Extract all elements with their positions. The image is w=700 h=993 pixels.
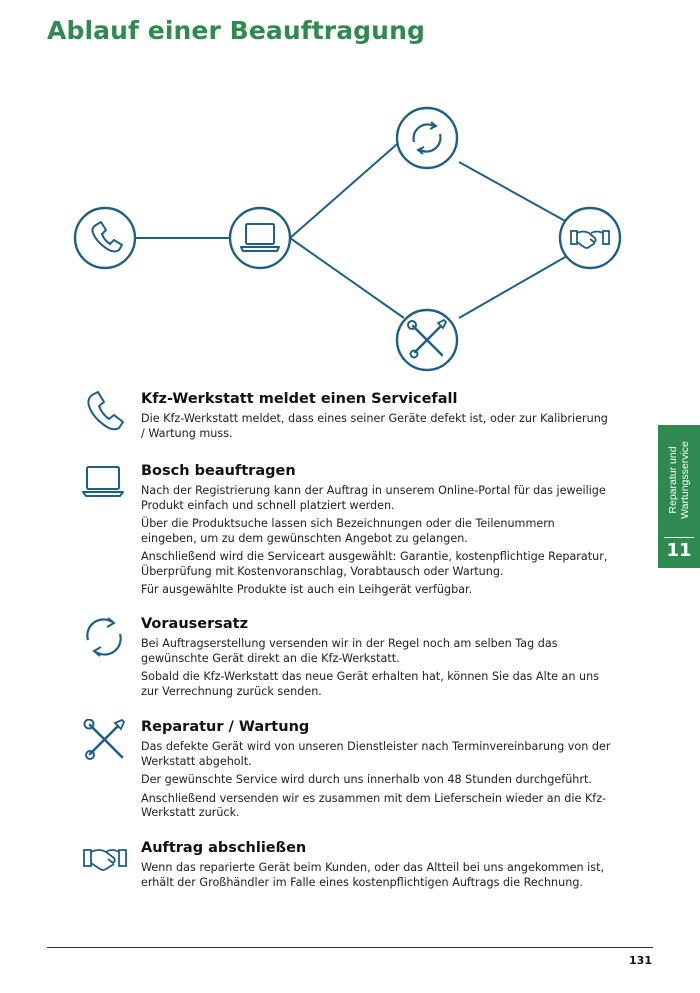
connector-line <box>290 138 404 238</box>
refresh-icon <box>82 616 126 658</box>
step-paragraph: Für ausgewählte Produkte ist auch ein Leihgerät verfügbar. <box>141 583 473 596</box>
step-paragraph: Über die Produktsuche lassen sich Bezeichnungen oder die Teilenummern eingeben, um zu dem gewünschten Angebot zu gelangen. <box>141 517 555 545</box>
connector-line <box>290 238 404 318</box>
step-heading: Reparatur / Wartung <box>141 719 310 735</box>
step-paragraph: Die Kfz-Werkstatt meldet, dass eines seiner Geräte defekt ist, oder zur Kalibrierung / Wartung muss. <box>141 412 608 440</box>
process-flow-diagram <box>0 0 700 380</box>
chapter-tab-label: Reparatur und Wartungsservice <box>667 441 691 519</box>
handshake-icon <box>560 208 620 268</box>
chapter-number: 11 <box>666 540 692 561</box>
step-paragraph: Sobald die Kfz-Werkstatt das neue Gerät erhalten hat, können Sie das Alte an uns zur Verrechnung zurück senden. <box>141 670 600 698</box>
chapter-tab-divider <box>664 537 694 538</box>
step-paragraph: Anschließend wird die Serviceart ausgewählt: Garantie, kostenpflichtige Reparatur, Überprüfung mit Kostenvoranschlag, Vorabtausch oder Wartung. <box>141 550 608 578</box>
page-title: Ablauf einer Beauftragung <box>47 16 425 45</box>
step-heading: Kfz-Werkstatt meldet einen Servicefall <box>141 391 458 407</box>
laptop-icon <box>230 208 290 268</box>
handshake-icon <box>82 840 128 876</box>
page-number: 131 <box>629 954 652 967</box>
step-paragraph: Das defekte Gerät wird von unseren Dienstleister nach Terminvereinbarung von der Werkstatt abgeholt. <box>141 740 611 768</box>
step-paragraph: Nach der Registrierung kann der Auftrag in unserem Online-Portal für das jeweilige Produkt einfach und schnell platziert werden. <box>141 484 606 512</box>
phone-icon <box>75 208 135 268</box>
phone-icon <box>82 391 126 431</box>
step-heading: Auftrag abschließen <box>141 840 307 856</box>
connector-line <box>459 256 567 318</box>
step-paragraph: Bei Auftragserstellung versenden wir in der Regel noch am selben Tag das gewünschte Gerät direkt an die Kfz-Werkstatt. <box>141 637 558 665</box>
tools-icon <box>82 719 126 761</box>
connector-line <box>459 162 567 222</box>
tools-icon <box>397 310 457 370</box>
step-heading: Bosch beauftragen <box>141 463 296 479</box>
step-paragraph: Anschließend versenden wir es zusammen mit dem Lieferschein wieder an die Kfz-Werkstatt zurück. <box>141 791 607 819</box>
footer-divider <box>47 947 653 948</box>
step-paragraph: Der gewünschte Service wird durch uns innerhalb von 48 Stunden durchgeführt. <box>141 773 592 786</box>
step-paragraph: Wenn das reparierte Gerät beim Kunden, oder das Altteil bei uns angekommen ist, erhält der Großhändler im Falle eines kostenpflichtigen Auftrags die Rechnung. <box>141 861 605 889</box>
laptop-icon <box>82 463 126 503</box>
chapter-tab[interactable] <box>658 425 700 568</box>
step-heading: Vorausersatz <box>141 616 249 632</box>
chapter-tab-label-wrap <box>658 425 700 535</box>
refresh-icon <box>397 108 457 168</box>
